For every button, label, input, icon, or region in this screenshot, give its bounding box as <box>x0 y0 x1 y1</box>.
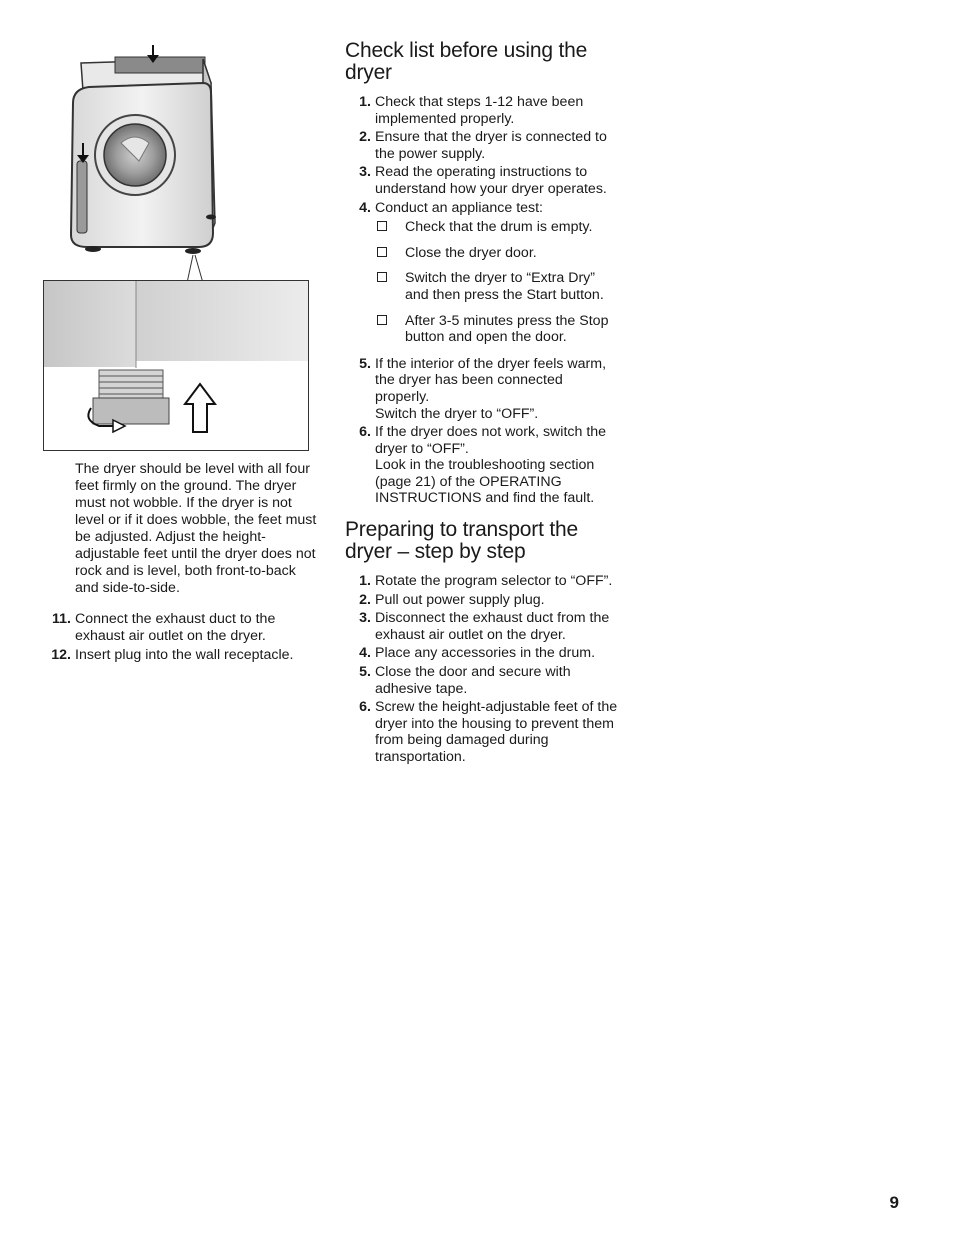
steps-list <box>43 611 318 664</box>
list-item: 2. Pull out power supply plug. <box>359 591 545 608</box>
list-item: 1. Rotate the program selector to “OFF”. <box>359 573 613 590</box>
adjustable-foot-illustration <box>43 280 309 451</box>
list-item: 6. If the dryer does not work, switch the dryer to “OFF”. Look in the troubleshooting section (page 21) of the OPERATING INSTRUCTIONS and find the fault. <box>359 424 607 507</box>
right-column <box>345 40 620 768</box>
list-item: 3. Disconnect the exhaust duct from the exhaust air outlet on the dryer. <box>359 610 610 643</box>
transport-steps <box>345 573 620 766</box>
list-item: 1. Check that steps 1-12 have been implemented properly. <box>359 94 584 127</box>
list-item: 6. Screw the height-adjustable feet of the dryer into the housing to prevent them from being damaged during transportation. <box>359 699 618 765</box>
checkbox-icon <box>377 315 387 325</box>
page-number: 9 <box>889 1193 899 1212</box>
check-item: Check that the drum is empty. <box>375 219 620 236</box>
check-item: After 3-5 minutes press the Stop button and open the door. <box>375 313 620 346</box>
left-column <box>43 461 318 666</box>
list-item: 5. If the interior of the dryer feels warm, the dryer has been connected properly. Switch the dryer to “OFF”. <box>359 355 607 422</box>
list-item: 4. Conduct an appliance test: Check that the drum is empty. Close the dryer door. Switch the dryer to “Extra Dry” and then press the Start button. After 3-5 minutes press the Stop button and open the door. <box>345 200 620 346</box>
checkbox-icon <box>377 272 387 282</box>
dryer-illustration <box>43 43 309 283</box>
check-item: Close the dryer door. <box>375 245 620 262</box>
appliance-test-checks <box>375 219 620 346</box>
list-item: 5. Close the door and secure with adhesive tape. <box>359 664 571 697</box>
checkbox-icon <box>377 221 387 231</box>
list-item: 2. Ensure that the dryer is connected to the power supply. <box>359 129 607 162</box>
checkbox-icon <box>377 247 387 257</box>
list-item: 4. Place any accessories in the drum. <box>359 645 596 662</box>
list-item: 11. Connect the exhaust duct to the exhaust air outlet on the dryer. <box>52 611 276 644</box>
checklist-heading: Check list before using the dryer <box>345 39 588 84</box>
checklist-steps <box>345 94 620 507</box>
transport-heading: Preparing to transport the dryer – step by step <box>345 518 578 564</box>
check-item: Switch the dryer to “Extra Dry” and then press the Start button. <box>375 270 620 303</box>
leveling-paragraph: The dryer should be level with all four feet firmly on the ground. The dryer must not wobble. If the dryer is not level or if it does wobble, the feet must be adjusted. Adjust the height-adjustable feet until the dryer does not rock and is level, both front-to-back and side-to-side. <box>75 461 317 596</box>
list-item: 3. Read the operating instructions to understand how your dryer operates. <box>359 164 607 197</box>
list-item: 12. Insert plug into the wall receptacle. <box>51 647 294 663</box>
